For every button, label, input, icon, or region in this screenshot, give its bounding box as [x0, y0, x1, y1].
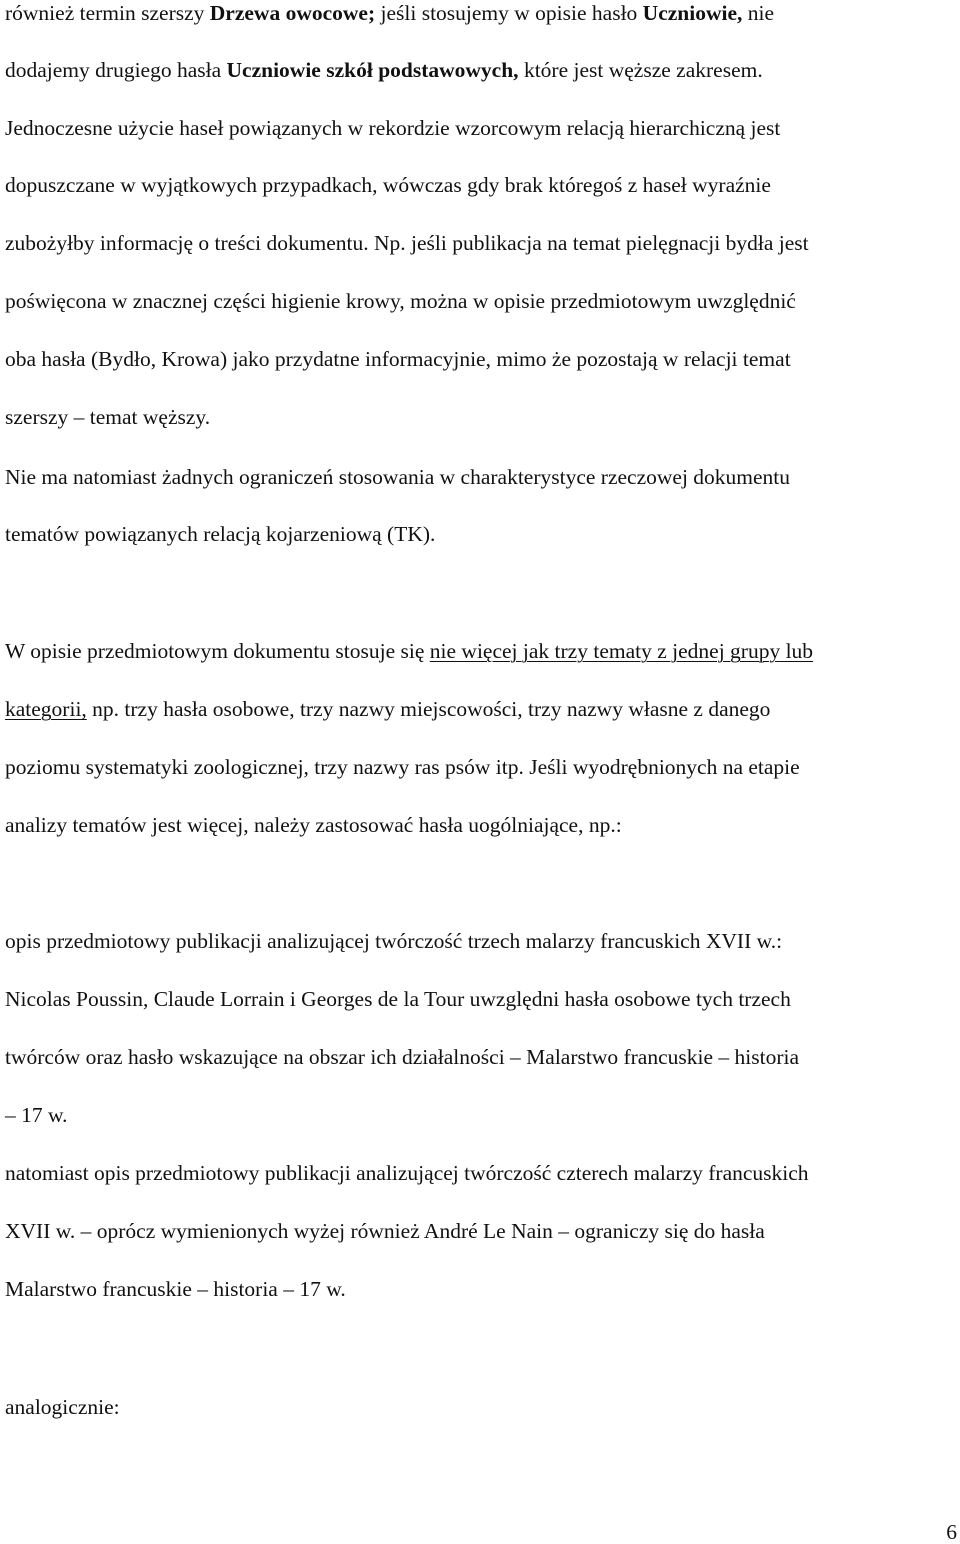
text-line-12 — [5, 696, 770, 722]
text-run: które jest węższe zakresem. — [518, 58, 763, 82]
text-line-16: Nicolas Poussin, Claude Lorrain i Georges de la Tour uwzględni hasła osobowe tych trzech — [5, 987, 791, 1011]
page-number: 6 — [946, 1520, 957, 1544]
text-run: W opisie przedmiotowym dokumentu stosuje się — [5, 639, 430, 663]
text-line-5: zubożyłby informację o treści dokumentu. Np. jeśli publikacja na temat pielęgnacji bydła jest — [5, 231, 809, 255]
text-line-6: poświęcona w znacznej części higienie krowy, można w opisie przedmiotowym uwzględnić — [5, 289, 796, 313]
text-run: dodajemy drugiego hasła — [5, 58, 227, 82]
text-line-9: Nie ma natomiast żadnych ograniczeń stosowania w charakterystyce rzeczowej dokumentu — [5, 465, 791, 489]
bold-term-uczniowie-szkol-podstawowych: Uczniowie szkół podstawowych, — [226, 58, 519, 82]
text-line-4: dopuszczane w wyjątkowych przypadkach, wówczas gdy brak któregoś z haseł wyraźnie — [5, 173, 771, 197]
text-run: również termin szerszy — [5, 1, 210, 25]
text-line-14: analizy tematów jest więcej, należy zastosować hasła uogólniające, np.: — [5, 813, 622, 837]
text-line-21: Malarstwo francuskie – historia – 17 w. — [5, 1277, 346, 1301]
text-line-22: analogicznie: — [5, 1395, 120, 1419]
text-run: np. trzy hasła osobowe, trzy nazwy miejscowości, trzy nazwy własne z danego — [86, 697, 771, 721]
text-line-18: – 17 w. — [5, 1103, 68, 1127]
text-line-3: Jednoczesne użycie haseł powiązanych w rekordzie wzorcowym relacją hierarchiczną jest — [5, 116, 781, 140]
bold-term-drzewa-owocowe: Drzewa owocowe; — [209, 1, 376, 25]
underlined-phrase: nie więcej jak trzy tematy z jednej grupy lub — [429, 639, 814, 663]
text-line-10: tematów powiązanych relacją kojarzeniową (TK). — [5, 522, 436, 546]
bold-term-uczniowie: Uczniowie, — [642, 1, 743, 25]
text-line-20: XVII w. – oprócz wymienionych wyżej również André Le Nain – ograniczy się do hasła — [5, 1219, 765, 1243]
underlined-phrase: kategorii, — [5, 697, 87, 721]
text-line-11 — [5, 638, 813, 664]
text-line-13: poziomu systematyki zoologicznej, trzy nazwy ras psów itp. Jeśli wyodrębnionych na etapie — [5, 755, 800, 779]
text-line-1 — [5, 0, 774, 26]
text-run: nie — [742, 1, 775, 25]
text-line-19: natomiast opis przedmiotowy publikacji analizującej twórczość czterech malarzy francuskich — [5, 1161, 809, 1185]
text-run: jeśli stosujemy w opisie hasło — [375, 1, 643, 25]
text-line-17: twórców oraz hasło wskazujące na obszar ich działalności – Malarstwo francuskie – historia — [5, 1045, 800, 1069]
text-line-2 — [5, 57, 763, 83]
text-line-15: opis przedmiotowy publikacji analizującej twórczość trzech malarzy francuskich XVII w.: — [5, 929, 783, 953]
text-line-7: oba hasła (Bydło, Krowa) jako przydatne informacyjnie, mimo że pozostają w relacji temat — [5, 347, 791, 371]
text-line-8: szerszy – temat węższy. — [5, 405, 211, 429]
